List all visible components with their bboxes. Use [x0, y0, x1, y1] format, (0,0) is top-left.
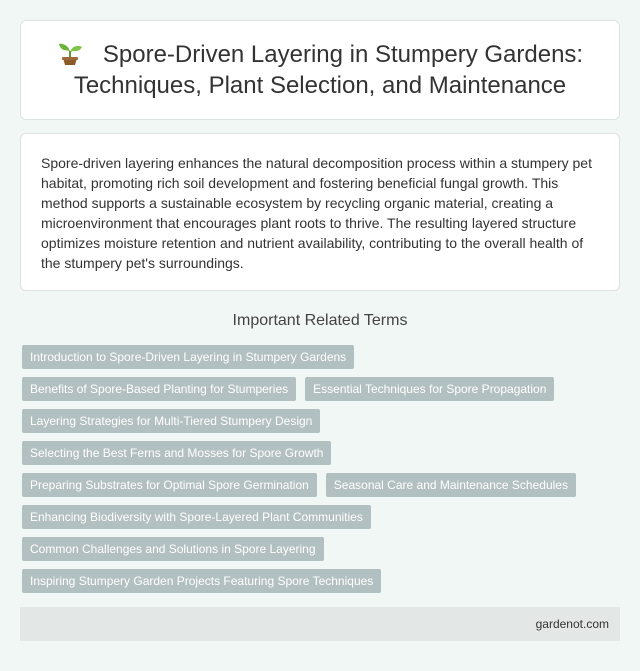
page-title-text: Spore-Driven Layering in Stumpery Gardens: Techniques, Plant Selection, and Maintenance	[73, 41, 584, 99]
term-row	[22, 441, 622, 465]
title-card	[20, 20, 620, 120]
description-card	[20, 133, 620, 291]
term-row	[22, 505, 622, 529]
term-row	[22, 473, 622, 497]
term-tag[interactable]: Benefits of Spore-Based Planting for Stumperies	[22, 377, 296, 401]
term-row	[22, 569, 622, 593]
term-tag[interactable]: Selecting the Best Ferns and Mosses for Spore Growth	[22, 441, 331, 465]
related-terms-list	[22, 345, 622, 601]
related-terms-heading: Important Related Terms	[232, 312, 408, 329]
term-row	[22, 409, 622, 433]
term-tag[interactable]: Common Challenges and Solutions in Spore Layering	[22, 537, 324, 561]
term-tag[interactable]: Introduction to Spore-Driven Layering in Stumpery Gardens	[22, 345, 354, 369]
footer	[20, 607, 620, 641]
term-row	[22, 537, 622, 561]
term-tag[interactable]: Inspiring Stumpery Garden Projects Featuring Spore Techniques	[22, 569, 381, 593]
term-row	[22, 377, 622, 401]
term-tag[interactable]: Layering Strategies for Multi-Tiered Stumpery Design	[22, 409, 320, 433]
term-tag[interactable]: Seasonal Care and Maintenance Schedules	[326, 473, 576, 497]
page-title	[41, 39, 599, 101]
footer-site-link[interactable]: gardenot.com	[535, 617, 609, 631]
term-row	[22, 345, 622, 369]
term-tag[interactable]: Essential Techniques for Spore Propagation	[305, 377, 554, 401]
sprout-icon	[57, 40, 83, 66]
description-text: Spore-driven layering enhances the natural decomposition process within a stumpery pet habitat, promoting rich soil development and fostering beneficial fungal growth. This method supports a sustainable ecosystem by recycling organic material, creating a microenvironment that encourages plant roots to thrive. The resulting layered structure optimizes moisture retention and nutrient availability, contributing to the overall health of the stumpery pet's surroundings.	[41, 155, 592, 271]
term-tag[interactable]: Preparing Substrates for Optimal Spore Germination	[22, 473, 317, 497]
term-tag[interactable]: Enhancing Biodiversity with Spore-Layered Plant Communities	[22, 505, 371, 529]
